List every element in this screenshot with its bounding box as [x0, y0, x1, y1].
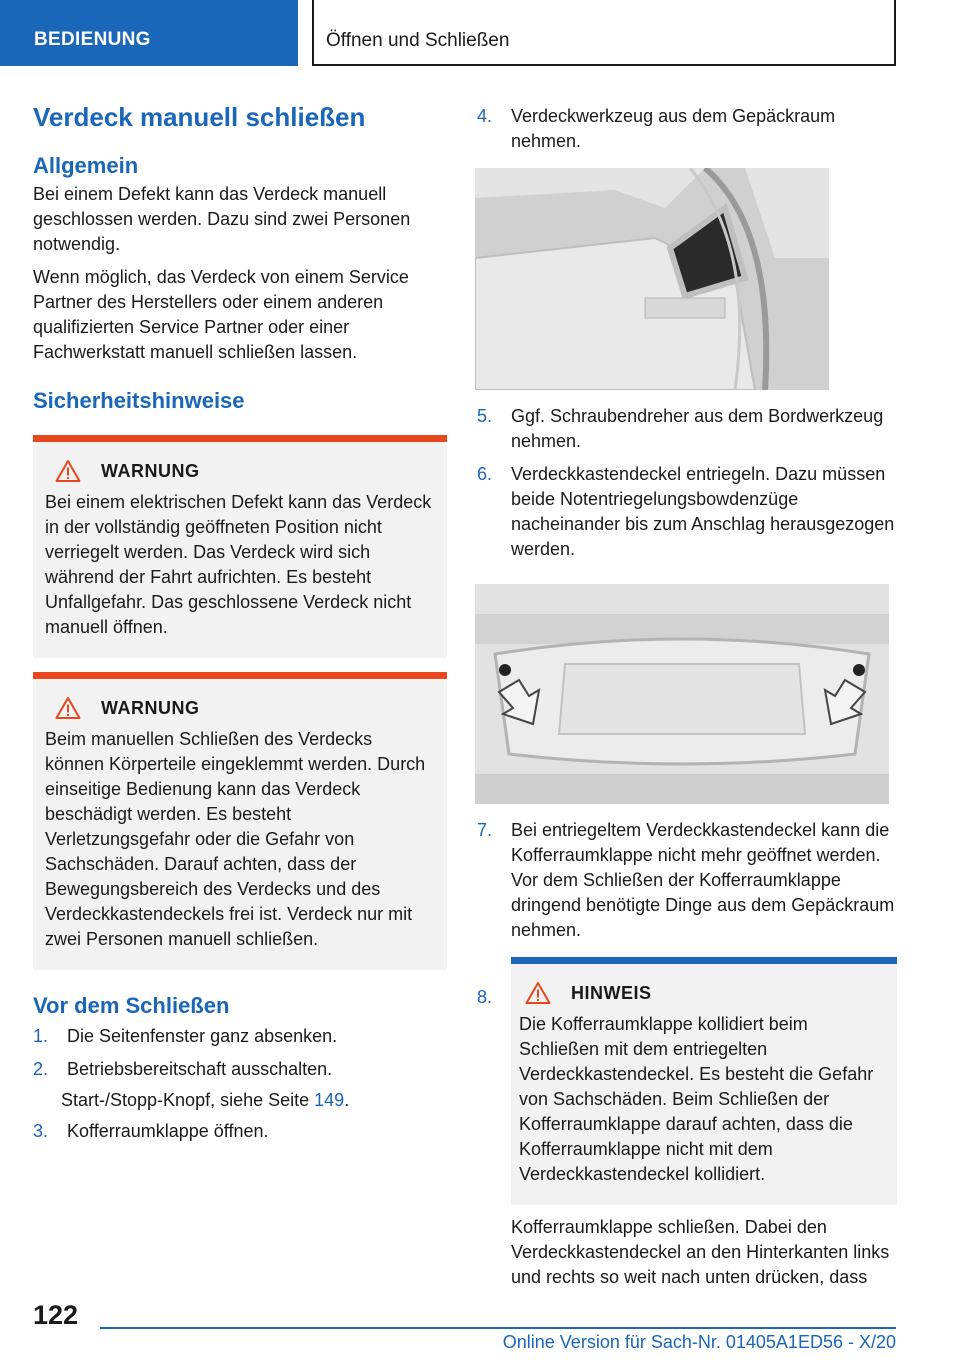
trunk-illustration-1 [475, 168, 829, 390]
list-item: 7. Bei entriegeltem Verdeckkastendeckel kann die Kofferraumklappe nicht mehr geöffnet werden. Vor dem Schließen der Kofferraumklappe dringend benötigte Dinge aus dem Gepäckraum nehmen. [477, 820, 895, 940]
list-item: 6. Verdeckkastendeckel entriegeln. Dazu müssen beide Notentriegelungsbowdenzüge nacheinander bis zum Anschlag herausgezogen werden. [477, 464, 895, 559]
warning-box-1 [33, 435, 447, 658]
step-8-text: Kofferraumklappe schließen. Dabei den Verdeckkastendeckel an den Hinterkanten links und rechts so weit nach unten drücken, dass [511, 1217, 890, 1287]
section-tab [0, 0, 298, 66]
before-closing-heading: Vor dem Schließen [33, 993, 230, 1018]
warning-text-2: Beim manuellen Schließen des Verdecks können Körperteile eingeklemmt werden. Durch einseitige Bedienung kann das Verdeck beschädigt werden. Es besteht Verletzungsgefahr oder die Gefahr von Sachschäden. Darauf achten, dass der Bewegungsbereich des Verdecks und des Verdeckkastendeckels frei ist. Verdeck nur mit zwei Personen manuell schließen. [45, 729, 426, 949]
page-number: 122 [33, 1300, 79, 1330]
trunk-illustration-2 [475, 584, 889, 804]
general-paragraph-1: Bei einem Defekt kann das Verdeck manuell geschlossen werden. Dazu sind zwei Personen notwendig. [33, 184, 411, 254]
footer-divider [100, 1327, 896, 1329]
safety-heading: Sicherheitshinweise [33, 388, 245, 413]
warning-triangle-icon [525, 981, 551, 1005]
step-2-reference: Start-/Stopp-Knopf, siehe Seite 149. [61, 1090, 350, 1110]
list-item: 8. HINWEIS Die Kofferraumklappe kollidiert beim Schließen mit dem entriegelten Verdeckkastendeckel. Es besteht die Gefahr von Sachschäden. Beim Schließen der Kofferraumklappe darauf achten, dass die Kofferraumklappe nicht mit dem Verdeckkastendeckel kollidiert. Kofferraumklappe schließen. Dabei den Verdeckkastendeckel an den Hinterkanten links und rechts so weit nach unten drücken, dass [477, 957, 897, 1298]
section-title: BEDIENUNG [34, 29, 151, 50]
footer-online-version: Online Version für Sach-Nr. 01405A1ED56 - X/20 [502, 1332, 896, 1352]
general-heading: Allgemein [33, 153, 139, 178]
warning-box-2 [33, 672, 447, 970]
list-item: 1. Die Seitenfenster ganz absenken. [33, 1026, 338, 1046]
list-item: 3. Kofferraumklappe öffnen. [33, 1121, 269, 1141]
chapter-title: Öffnen und Schließen [326, 30, 510, 51]
list-item: 4. Verdeckwerkzeug aus dem Gepäckraum nehmen. [477, 106, 836, 151]
left-column [33, 100, 447, 1144]
warning-title-1: WARNUNG [101, 460, 200, 481]
list-item: 2. Betriebsbereitschaft ausschalten. [33, 1059, 333, 1079]
warning-title-2: WARNUNG [101, 697, 200, 718]
warning-triangle-icon [55, 696, 81, 720]
chapter-tab [312, 0, 896, 66]
warning-text-1: Bei einem elektrischen Defekt kann das Verdeck in der vollständig geöffneten Position nicht verriegelt werden. Das Verdeck wird sich während der Fahrt aufrichten. Es besteht Unfallgefahr. Das geschlossene Verdeck nicht manuell öffnen. [45, 492, 432, 637]
note-text: Die Kofferraumklappe kollidiert beim Schließen mit dem entriegelten Verdeckkastendeckel. Es besteht die Gefahr von Sachschäden. Beim Schließen der Kofferraumklappe darauf achten, dass die Kofferraumklappe nicht mit dem Verdeckkastendeckel kollidiert. [519, 1014, 874, 1184]
page-title: Verdeck manuell schließen [33, 102, 366, 132]
illustration-release-cables [475, 584, 889, 804]
list-item: 5. Ggf. Schraubendreher aus dem Bordwerkzeug nehmen. [477, 406, 884, 451]
warning-triangle-icon [55, 459, 81, 483]
general-paragraph-2: Wenn möglich, das Verdeck von einem Service Partner des Herstellers oder einem anderen qualifizierten Service Partner oder einer Fachwerkstatt manuell schließen lassen. [33, 267, 409, 362]
note-box [511, 957, 897, 1205]
note-title: HINWEIS [571, 982, 652, 1003]
page-link[interactable]: 149 [314, 1090, 345, 1110]
illustration-tool-compartment [475, 168, 829, 390]
right-column [477, 104, 897, 1298]
